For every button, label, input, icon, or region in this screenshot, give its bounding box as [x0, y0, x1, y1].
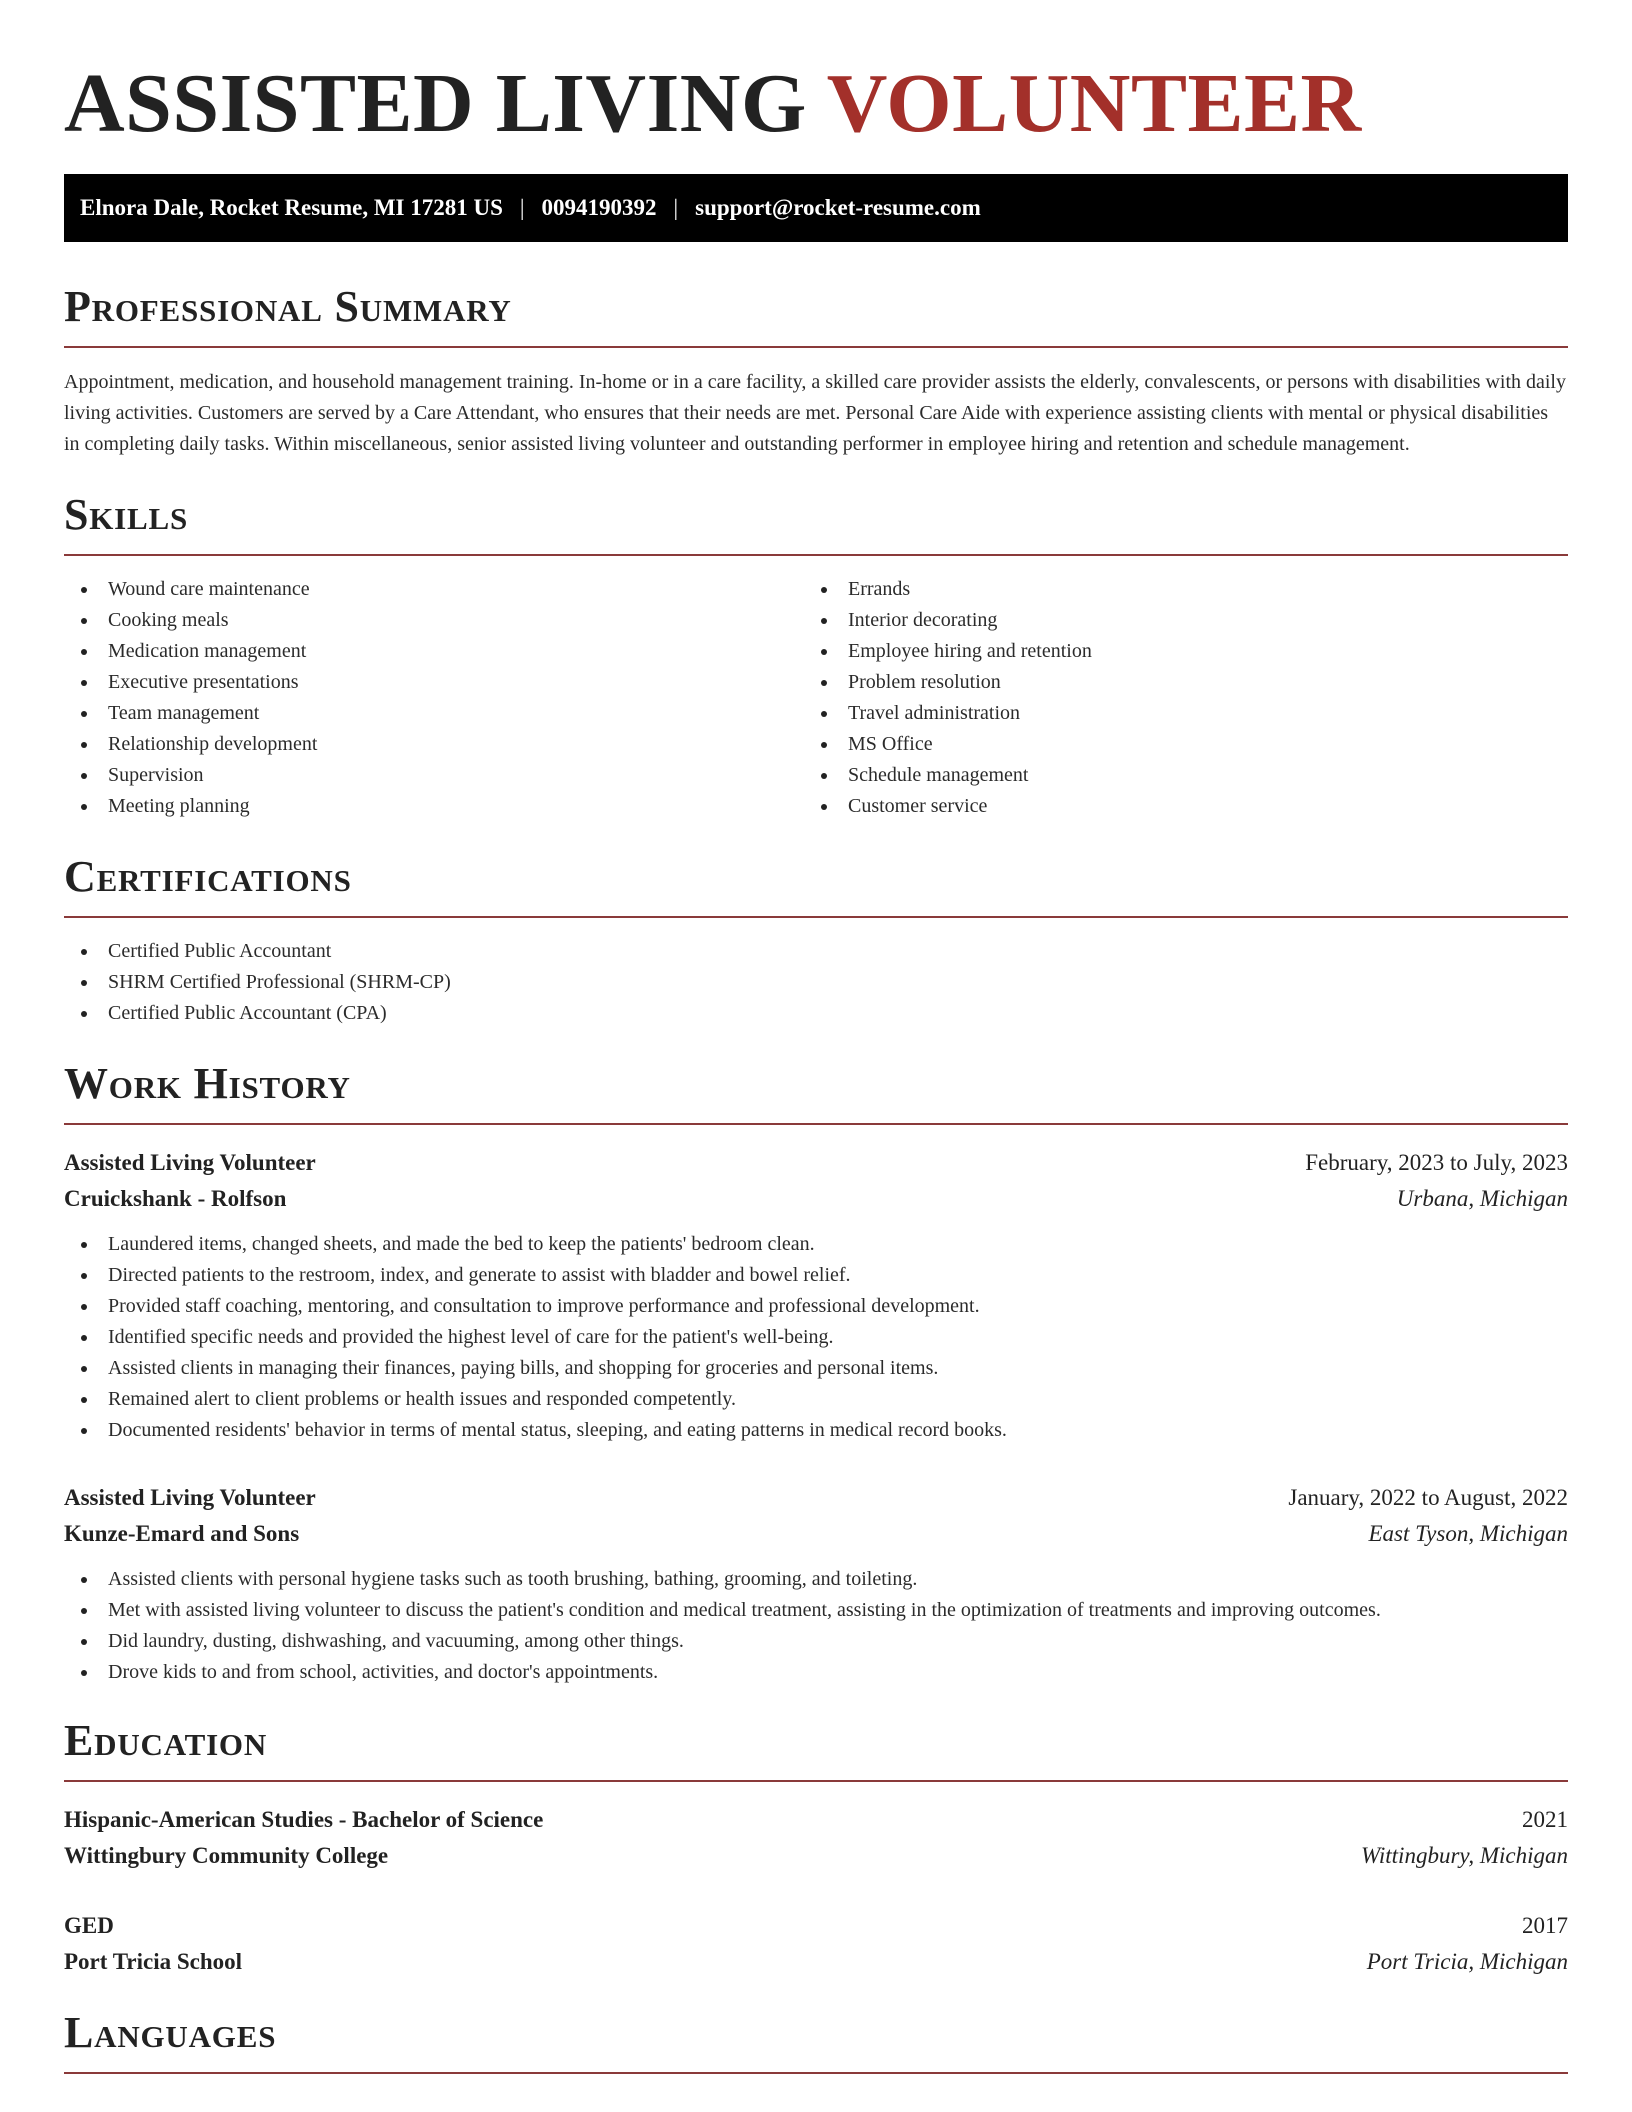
- job-duty: Remained alert to client problems or health issues and responded competently.: [64, 1384, 1568, 1415]
- job-title: Assisted Living Volunteer: [64, 1485, 316, 1510]
- skill-item: Relationship development: [64, 729, 804, 760]
- job-duties-list: [64, 1229, 1568, 1446]
- education-degree-row: [64, 1908, 1568, 1944]
- contact-email: support@rocket-resume.com: [695, 195, 981, 220]
- contact-separator: |: [519, 195, 525, 220]
- skill-item: Supervision: [64, 760, 804, 791]
- job-company: Cruickshank - Rolfson: [64, 1186, 287, 1211]
- job-duty: Met with assisted living volunteer to discuss the patient's condition and medical treatment, assisting in the optimization of treatments and improving outcomes.: [64, 1595, 1568, 1626]
- skills-list-left: [64, 574, 804, 822]
- job-title: Assisted Living Volunteer: [64, 1150, 316, 1175]
- job-title-row: [64, 1480, 1568, 1516]
- languages-section: [64, 2008, 1568, 2074]
- job-location: East Tyson, Michigan: [1368, 1521, 1568, 1546]
- education-heading: Education: [64, 1716, 268, 1765]
- contact-separator: |: [673, 195, 679, 220]
- education-section: [64, 1716, 1568, 1980]
- summary-text: Appointment, medication, and household management training. In-home or in a care facility, a skilled care provider assists the elderly, convalescents, or persons with disabilities with daily living activities. Customers are served by a Care Attendant, who ensures that their needs are met. Personal Care Aide with experience assisting clients with mental or physical disabilities in completing daily tasks. Within miscellaneous, senior assisted living volunteer and outstanding performer in employee hiring and retention and schedule management.: [64, 371, 1566, 455]
- skills-grid: [64, 574, 1568, 822]
- job-company-row: [64, 1181, 1568, 1217]
- certifications-heading: Certifications: [64, 852, 352, 901]
- summary-section: [64, 282, 1568, 460]
- education-degree: Hispanic-American Studies - Bachelor of Science: [64, 1807, 544, 1832]
- education-degree: GED: [64, 1913, 114, 1938]
- contact-address: Elnora Dale, Rocket Resume, MI 17281 US: [80, 195, 503, 220]
- job-duty: Did laundry, dusting, dishwashing, and vacuuming, among other things.: [64, 1626, 1568, 1657]
- job-duty: Assisted clients with personal hygiene tasks such as tooth brushing, bathing, grooming, and toileting.: [64, 1564, 1568, 1595]
- work-history-heading: Work History: [64, 1059, 351, 1108]
- skill-item: Executive presentations: [64, 667, 804, 698]
- certifications-list: [64, 936, 1568, 1029]
- skill-item: Schedule management: [804, 760, 1544, 791]
- skills-section: [64, 490, 1568, 822]
- education-school-row: [64, 1944, 1568, 1980]
- section-divider: [64, 346, 1568, 348]
- skill-item: Wound care maintenance: [64, 574, 804, 605]
- job-title-row: [64, 1145, 1568, 1181]
- education-year: 2021: [1522, 1807, 1568, 1832]
- education-location: Port Tricia, Michigan: [1366, 1949, 1568, 1974]
- job-dates: January, 2022 to August, 2022: [1288, 1485, 1568, 1510]
- title-main: ASSISTED LIVING: [64, 57, 807, 150]
- skills-column-right: [804, 574, 1544, 822]
- education-entry: [64, 1908, 1568, 1980]
- job-duty: Laundered items, changed sheets, and made the bed to keep the patients' bedroom clean.: [64, 1229, 1568, 1260]
- skill-item: Interior decorating: [804, 605, 1544, 636]
- education-entry: [64, 1802, 1568, 1874]
- job-company: Kunze-Emard and Sons: [64, 1521, 300, 1546]
- education-degree-row: [64, 1802, 1568, 1838]
- section-divider: [64, 1780, 1568, 1782]
- section-divider: [64, 1123, 1568, 1125]
- skill-item: MS Office: [804, 729, 1544, 760]
- languages-heading: Languages: [64, 2008, 277, 2057]
- section-divider: [64, 2072, 1568, 2074]
- education-school-row: [64, 1838, 1568, 1874]
- contact-bar: [64, 174, 1568, 242]
- job-duty: Assisted clients in managing their finances, paying bills, and shopping for groceries and personal items.: [64, 1353, 1568, 1384]
- job-duty: Identified specific needs and provided the highest level of care for the patient's well-being.: [64, 1322, 1568, 1353]
- job-location: Urbana, Michigan: [1396, 1186, 1568, 1211]
- job-duty: Provided staff coaching, mentoring, and consultation to improve performance and professional development.: [64, 1291, 1568, 1322]
- job-entry: [64, 1480, 1568, 1688]
- skills-column-left: [64, 574, 804, 822]
- skill-item: Meeting planning: [64, 791, 804, 822]
- skill-item: Errands: [804, 574, 1544, 605]
- resume-title: [64, 56, 1568, 152]
- education-location: Wittingbury, Michigan: [1361, 1843, 1568, 1868]
- job-duty: Drove kids to and from school, activities, and doctor's appointments.: [64, 1657, 1568, 1688]
- certification-item: Certified Public Accountant: [64, 936, 1568, 967]
- education-year: 2017: [1522, 1913, 1568, 1938]
- certification-item: Certified Public Accountant (CPA): [64, 998, 1568, 1029]
- job-duty: Documented residents' behavior in terms of mental status, sleeping, and eating patterns in medical record books.: [64, 1415, 1568, 1446]
- certifications-section: [64, 852, 1568, 1029]
- job-company-row: [64, 1516, 1568, 1552]
- title-accent: VOLUNTEER: [826, 57, 1362, 150]
- skill-item: Cooking meals: [64, 605, 804, 636]
- skill-item: Employee hiring and retention: [804, 636, 1544, 667]
- education-school: Wittingbury Community College: [64, 1843, 389, 1868]
- job-duties-list: [64, 1564, 1568, 1688]
- contact-phone: 0094190392: [541, 195, 657, 220]
- certification-item: SHRM Certified Professional (SHRM-CP): [64, 967, 1568, 998]
- skill-item: Problem resolution: [804, 667, 1544, 698]
- skills-list-right: [804, 574, 1544, 822]
- skill-item: Customer service: [804, 791, 1544, 822]
- skill-item: Team management: [64, 698, 804, 729]
- work-history-section: [64, 1059, 1568, 1688]
- job-dates: February, 2023 to July, 2023: [1305, 1150, 1568, 1175]
- summary-heading: Professional Summary: [64, 282, 512, 331]
- section-divider: [64, 916, 1568, 918]
- job-duty: Directed patients to the restroom, index, and generate to assist with bladder and bowel relief.: [64, 1260, 1568, 1291]
- skill-item: Travel administration: [804, 698, 1544, 729]
- section-divider: [64, 554, 1568, 556]
- skill-item: Medication management: [64, 636, 804, 667]
- education-school: Port Tricia School: [64, 1949, 243, 1974]
- job-entry: [64, 1145, 1568, 1446]
- skills-heading: Skills: [64, 490, 189, 539]
